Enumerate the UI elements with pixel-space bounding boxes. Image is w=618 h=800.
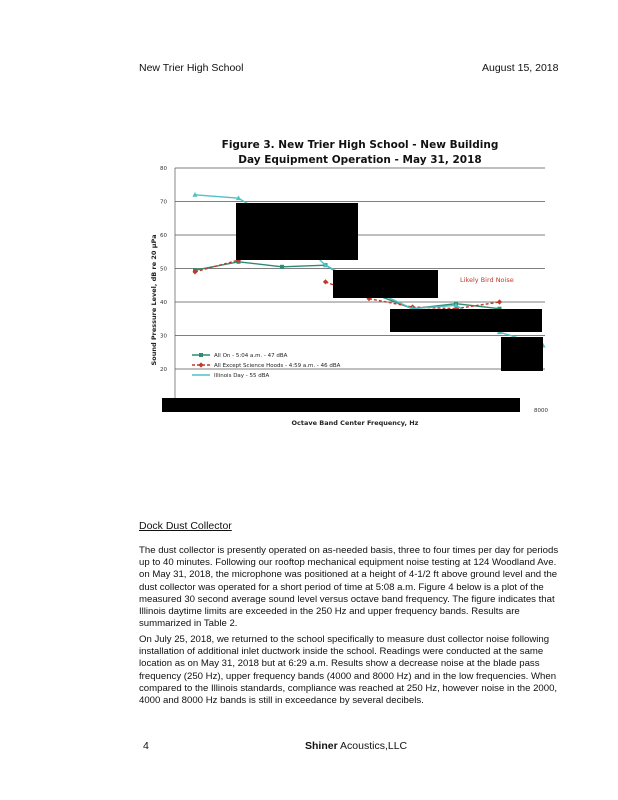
series-segment: [239, 262, 283, 267]
figure-title-line2: Day Equipment Operation - May 31, 2018: [238, 154, 482, 166]
y-tick-label: 70: [160, 199, 167, 206]
y-axis-label: Sound Pressure Level, dB re 20 µPa: [150, 234, 158, 366]
data-point: [497, 299, 502, 304]
legend-marker: [199, 353, 203, 357]
y-tick-label: 30: [160, 333, 167, 340]
series-segment: [195, 195, 239, 198]
bird-noise-annotation: Likely Bird Noise: [460, 276, 514, 284]
data-point: [280, 265, 284, 269]
legend-marker: [198, 362, 203, 367]
company-name: [305, 740, 407, 752]
series-segment: [195, 260, 239, 272]
x-tick-8000: 8000: [534, 408, 548, 414]
figure-title-line1: Figure 3. New Trier High School - New Building: [221, 139, 499, 151]
legend-label: Illinois Day - 55 dBA: [214, 373, 270, 379]
redaction-block: [333, 270, 438, 298]
legend-label: All Except Science Hoods - 4:59 a.m. - 46 dBA: [214, 363, 341, 369]
chart-legend: [192, 353, 341, 379]
paragraph: On July 25, 2018, we returned to the school specifically to measure dust collector noise following installation of additional inlet ductwork inside the school. Readings were conducted at the same location as on May 31, 2018 but at 6:29 a.m. Results show a decrease noise at the blade pass frequency (250 Hz), upper frequency bands (4000 and 8000 Hz) and in the low frequencies. When compared to the Illinois standards, compliance was reached at 250 Hz, however noise in the 2000, 4000 and 8000 Hz bands is still in exceedance by several decibels.: [139, 634, 558, 707]
y-tick-label: 80: [160, 166, 167, 172]
series-segment: [282, 265, 326, 267]
section-heading: Dock Dust Collector: [139, 520, 232, 532]
y-tick-label: 40: [160, 300, 167, 306]
header-date: August 15, 2018: [482, 62, 559, 74]
redaction-block: [236, 203, 358, 260]
redaction-block: [162, 398, 520, 412]
legend-label: All On - 5:04 a.m. - 47 dBA: [214, 353, 288, 359]
y-tick-label: 20: [160, 367, 167, 373]
redaction-block: [390, 309, 542, 332]
x-axis-label: Octave Band Center Frequency, Hz: [291, 419, 419, 427]
company-name-bold: Shiner: [305, 740, 338, 752]
header-school-name: New Trier High School: [139, 62, 244, 74]
y-axis-ticks: [160, 166, 167, 373]
y-tick-label: 60: [160, 233, 167, 239]
page-number: 4: [143, 740, 149, 752]
company-name-rest: Acoustics,LLC: [337, 740, 408, 752]
data-point: [323, 279, 328, 284]
y-tick-label: 50: [160, 266, 167, 273]
paragraph: The dust collector is presently operated on as-needed basis, three to four times per day for periods up to 40 minutes. Following our rooftop mechanical equipment noise testing at 124 Woodland Ave. on May 31, 2018, the microphone was positioned at a height of 4-1/2 ft above ground level and the dust collector was operated for a short period of time at 5:08 a.m. Figure 4 below is a plot of the measured 30 second average sound level versus octave band frequency. The figure indicates that Illinois daytime limits are exceeded in the 250 Hz and upper frequency bands. Results are summarized in Table 2.: [139, 545, 559, 630]
redaction-block: [501, 337, 543, 371]
